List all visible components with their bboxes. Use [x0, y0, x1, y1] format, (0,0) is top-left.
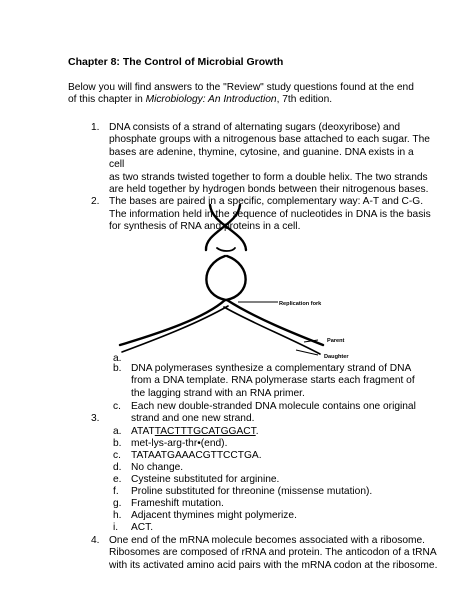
- item-label: i.: [113, 522, 119, 533]
- item-text: Proline substituted for threonine (missense mutation).: [131, 486, 373, 497]
- text-line: for synthesis of RNA and proteins in a cell.: [109, 221, 301, 233]
- answer-number: 2.: [91, 196, 100, 207]
- text-line: The information held in the sequence of nucleotides in DNA is the basis: [109, 208, 431, 220]
- item-label: g.: [113, 498, 122, 509]
- item-label: h.: [113, 510, 122, 521]
- label-daughter: Daughter: [324, 354, 349, 360]
- answer-text: [109, 535, 444, 572]
- text-line: Each new double-stranded DNA molecule contains one original: [131, 401, 416, 412]
- item-text: [131, 363, 421, 400]
- answer-number: 3.: [91, 413, 100, 424]
- text-line: strand and one new strand.: [131, 413, 255, 425]
- answer-number: 4.: [91, 535, 100, 546]
- text-line: from a DNA template. RNA polymerase starts each fragment of: [131, 375, 415, 387]
- item-text: TATAATGAAACGTTCCTGA.: [131, 450, 262, 461]
- item-label: b.: [113, 363, 122, 374]
- helix-loop-left: [206, 256, 226, 300]
- item-label: a.: [113, 353, 122, 364]
- answer-number: 1.: [91, 122, 100, 133]
- text-line: DNA polymerases synthesize a complementary strand of DNA: [131, 363, 412, 374]
- sequence-part-underlined: GCATGGACT: [193, 426, 256, 437]
- item-label: a.: [113, 426, 122, 437]
- lower-strand-left-outer: [120, 300, 225, 345]
- text-line: with its activated amino acid pairs with the mRNA codon at the ribosome.: [109, 559, 438, 571]
- dna-sequence: [131, 426, 259, 438]
- lower-strand-right-inner: [224, 307, 320, 354]
- item-label: b.: [113, 438, 122, 449]
- book-title: Microbiology: An Introduction: [145, 94, 277, 106]
- item-text: Cysteine substituted for arginine.: [131, 474, 280, 485]
- item-label: f.: [113, 486, 119, 497]
- lower-strand-left-inner: [122, 306, 228, 352]
- text-line: the lagging strand with an RNA primer.: [131, 387, 305, 399]
- item-text: Adjacent thymines might polymerize.: [131, 510, 297, 521]
- text-line: Ribosomes are composed of rRNA and protein. The anticodon of a tRNA: [109, 547, 437, 559]
- intro-text-after: , 7th edition.: [276, 94, 333, 106]
- item-text: [131, 401, 421, 426]
- item-text: Frameshift mutation.: [131, 498, 224, 509]
- text-line: are held together by hydrogen bonds between their nitrogenous bases.: [109, 184, 429, 196]
- item-label: c.: [113, 401, 121, 412]
- text-line: The bases are paired in a specific, complementary way: A-T and C-G.: [109, 196, 424, 208]
- text-line: as two strands twisted together to form a double helix. The two strands: [109, 171, 428, 183]
- item-text: ACT.: [131, 522, 154, 533]
- chapter-title: Chapter 8: The Control of Microbial Growth: [68, 56, 284, 68]
- item-label: e.: [113, 474, 122, 485]
- item-text: No change.: [131, 462, 184, 473]
- text-line: phosphate groups with a nitrogenous base attached to each sugar. The: [109, 134, 430, 146]
- helix-loop-right: [226, 256, 246, 300]
- neck-strands: [217, 248, 235, 251]
- sequence-part: ATAT: [131, 426, 155, 437]
- intro-text-before: Below you will find answers to the "Review" study questions found at the end of this chapter in: [68, 82, 414, 106]
- label-parent: Parent: [327, 338, 345, 344]
- label-replication-fork: Replication fork: [279, 301, 322, 307]
- top-strand-left: [210, 205, 246, 250]
- sequence-part-underlined: TACTTT: [154, 426, 194, 437]
- sequence-part: .: [255, 426, 259, 437]
- text-line: bases are adenine, thymine, cytosine, and guanine. DNA exists in a cell: [109, 146, 414, 171]
- text-line: One end of the mRNA molecule becomes associated with a ribosome.: [109, 535, 425, 546]
- text-line: DNA consists of a strand of alternating sugars (deoxyribose) and: [109, 122, 401, 133]
- item-label: d.: [113, 462, 122, 473]
- item-label: c.: [113, 450, 121, 461]
- item-text: met-lys-arg-thr•(end).: [131, 438, 228, 449]
